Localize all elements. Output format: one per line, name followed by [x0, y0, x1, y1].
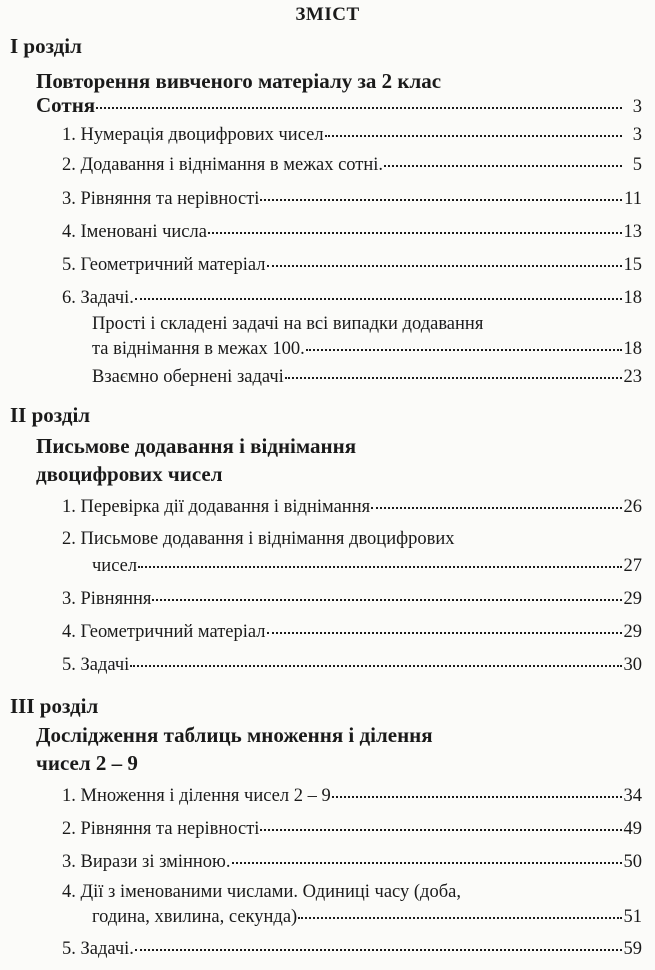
toc-entry-label: Взаємно обернені задачі [92, 367, 284, 387]
toc-entry-label: 2. Додавання і віднімання в межах сотні. [62, 155, 384, 175]
toc-entry-label: 5. Задачі. [62, 939, 134, 959]
toc-entry-label: 1. Множення і ділення чисел 2 – 9 [62, 786, 331, 806]
toc-entry-label: година, хвилина, секунда) [92, 907, 298, 927]
leader-dots [130, 665, 621, 667]
toc-entry-page: 15 [623, 255, 642, 275]
toc-entry-page: 29 [623, 622, 642, 642]
toc-entry-page: 27 [623, 556, 642, 576]
toc-entry-page: 5 [632, 155, 642, 175]
section-2-subtitle-line2: двоцифрових чисел [36, 462, 223, 486]
leader-dots [152, 599, 621, 601]
toc-entry[interactable] [62, 819, 642, 840]
toc-entry-page: 51 [623, 907, 642, 927]
toc-entry[interactable] [62, 497, 642, 518]
toc-entry-label: 2. Рівняння та нерівності [62, 819, 260, 839]
toc-entry[interactable] [62, 852, 642, 873]
toc-entry-page: 3 [632, 97, 642, 117]
toc-entry-page: 23 [623, 367, 642, 387]
toc-entry-page: 13 [623, 222, 642, 242]
section-3-subtitle-line2: чисел 2 – 9 [36, 751, 138, 775]
leader-dots [384, 165, 622, 167]
toc-entry-page: 11 [624, 189, 642, 209]
leader-dots [267, 632, 622, 634]
toc-entry[interactable] [62, 255, 642, 276]
toc-entry-page: 49 [623, 819, 642, 839]
toc-entry-label: чисел [92, 556, 138, 576]
page-title: ЗМІСТ [295, 4, 360, 25]
leader-dots [306, 349, 622, 351]
toc-entry-page: 34 [623, 786, 642, 806]
toc-entry[interactable] [62, 655, 642, 676]
toc-entry[interactable] [62, 155, 642, 176]
toc-entry-label: та віднімання в межах 100. [92, 339, 305, 359]
toc-entry-label: 3. Рівняння та нерівності [62, 189, 260, 209]
leader-dots [325, 135, 622, 137]
toc-entry[interactable] [62, 939, 642, 960]
toc-entry-page: 30 [623, 655, 642, 675]
leader-dots [267, 265, 622, 267]
leader-dots [208, 232, 622, 234]
toc-entry-page: 59 [623, 939, 642, 959]
toc-subentry[interactable] [92, 339, 642, 360]
section-2-heading: ІІ розділ [10, 403, 91, 427]
leader-dots [298, 917, 621, 919]
toc-entry[interactable] [62, 786, 642, 807]
toc-entry-label: Сотня [36, 93, 96, 117]
leader-dots [232, 862, 622, 864]
toc-entry-line1: 4. Дії з іменованими числами. Одиниці часу (доба, [62, 882, 461, 902]
leader-dots [135, 949, 622, 951]
section-3-subtitle-line1: Дослідження таблиць множення і ділення [36, 723, 433, 747]
toc-entry-label: 3. Рівняння [62, 589, 152, 609]
leader-dots [332, 796, 622, 798]
toc-entry-label: 1. Перевірка дії додавання і віднімання [62, 497, 371, 517]
toc-entry-page: 3 [632, 125, 642, 145]
section-1-subtitle: Повторення вивченого матеріалу за 2 клас [36, 69, 442, 93]
toc-entry[interactable] [62, 189, 642, 210]
toc-entry-label: 4. Геометричний матеріал [62, 622, 266, 642]
toc-entry[interactable] [62, 288, 642, 309]
leader-dots [260, 829, 621, 831]
toc-subentry[interactable] [92, 367, 642, 388]
toc-entry-label: 5. Задачі [62, 655, 130, 675]
toc-entry-label: 5. Геометричний матеріал [62, 255, 266, 275]
section-3-heading: ІІІ розділ [10, 694, 99, 718]
leader-dots [96, 107, 622, 109]
toc-entry[interactable] [92, 556, 642, 577]
toc-entry-label: 3. Вирази зі змінною. [62, 852, 231, 872]
leader-dots [138, 566, 621, 568]
toc-entry[interactable] [62, 589, 642, 610]
toc-entry-line1: Прості і складені задачі на всі випадки додавання [92, 314, 484, 334]
leader-dots [285, 377, 622, 379]
toc-entry-page: 18 [623, 288, 642, 308]
section-1-heading: І розділ [10, 34, 82, 58]
section-2-subtitle-line1: Письмове додавання і віднімання [36, 434, 357, 458]
toc-entry-label: 6. Задачі. [62, 288, 134, 308]
toc-entry[interactable] [62, 222, 642, 243]
toc-entry-line1: 2. Письмове додавання і віднімання двоцифрових [62, 529, 455, 549]
toc-entry-label: 4. Іменовані числа [62, 222, 207, 242]
toc-entry-page: 29 [623, 589, 642, 609]
toc-entry[interactable] [62, 622, 642, 643]
toc-entry-page: 18 [623, 339, 642, 359]
leader-dots [135, 298, 622, 300]
toc-entry[interactable] [92, 907, 642, 928]
toc-entry[interactable] [62, 125, 642, 146]
leader-dots [260, 199, 622, 201]
toc-entry-sotnia[interactable] [36, 93, 642, 118]
toc-entry-label: 1. Нумерація двоцифрових чисел [62, 125, 324, 145]
toc-entry-page: 26 [623, 497, 642, 517]
leader-dots [371, 507, 621, 509]
toc-entry-page: 50 [623, 852, 642, 872]
